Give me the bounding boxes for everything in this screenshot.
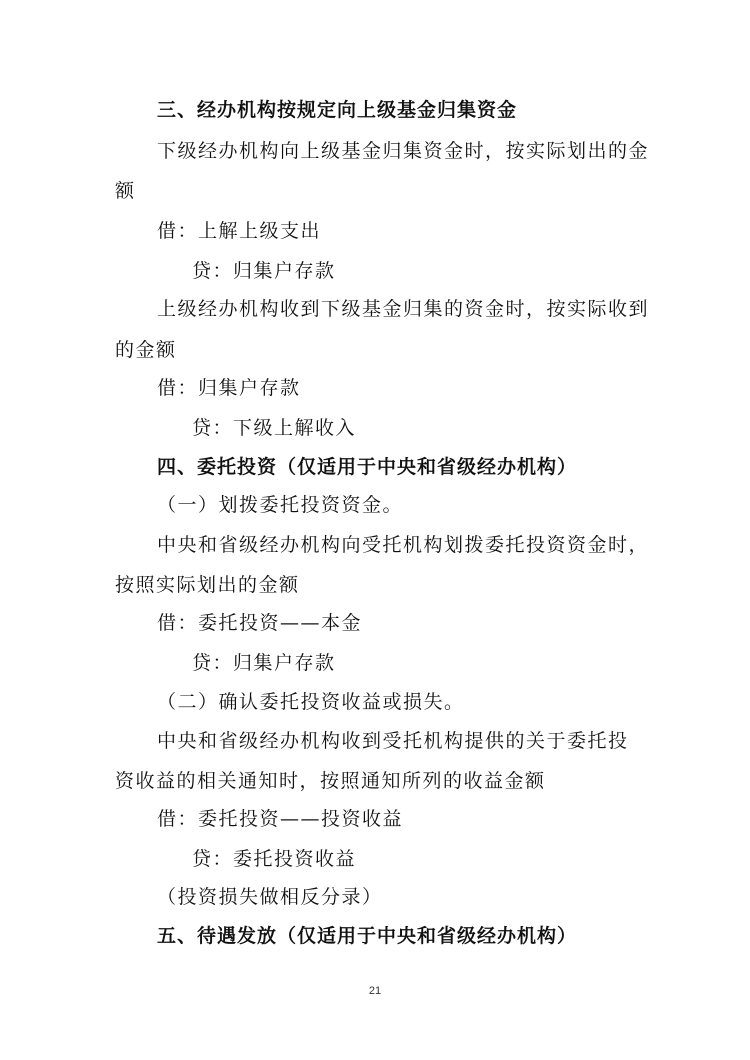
- section-heading-5: 五、待遇发放（仅适用于中央和省级经办机构）: [157, 925, 578, 947]
- section-heading-3: 三、经办机构按规定向上级基金归集资金: [157, 99, 518, 121]
- paragraph-line: 上级经办机构收到下级基金归集的资金时，按实际收到: [157, 298, 650, 320]
- note-line: （投资损失做相反分录）: [157, 886, 383, 908]
- paragraph-line: 中央和省级经办机构向受托机构划拨委托投资资金时，: [157, 534, 650, 556]
- subsection-heading-2: （二）确认委托投资收益或损失。: [157, 691, 465, 713]
- credit-entry: 贷：委托投资收益: [192, 848, 357, 870]
- debit-entry: 借：委托投资——投资收益: [157, 808, 404, 830]
- debit-entry: 借：归集户存款: [157, 377, 301, 399]
- section-heading-4: 四、委托投资（仅适用于中央和省级经办机构）: [157, 456, 578, 478]
- paragraph-line: 资收益的相关通知时，按照通知所列的收益金额: [115, 770, 546, 792]
- paragraph-line: 按照实际划出的金额: [115, 574, 300, 596]
- paragraph-line: 下级经办机构向上级基金归集资金时，按实际划出的金: [157, 140, 650, 162]
- page-number: 21: [368, 985, 382, 997]
- paragraph-line: 中央和省级经办机构收到受托机构提供的关于委托投: [157, 730, 629, 752]
- debit-entry: 借：委托投资——本金: [157, 612, 363, 634]
- debit-entry: 借：上解上级支出: [157, 220, 322, 242]
- credit-entry: 贷：下级上解收入: [192, 417, 357, 439]
- subsection-heading-1: （一）划拨委托投资资金。: [157, 494, 404, 516]
- paragraph-line: 的金额: [115, 339, 177, 361]
- credit-entry: 贷：归集户存款: [192, 652, 336, 674]
- credit-entry: 贷：归集户存款: [192, 260, 336, 282]
- paragraph-line: 额: [115, 180, 136, 202]
